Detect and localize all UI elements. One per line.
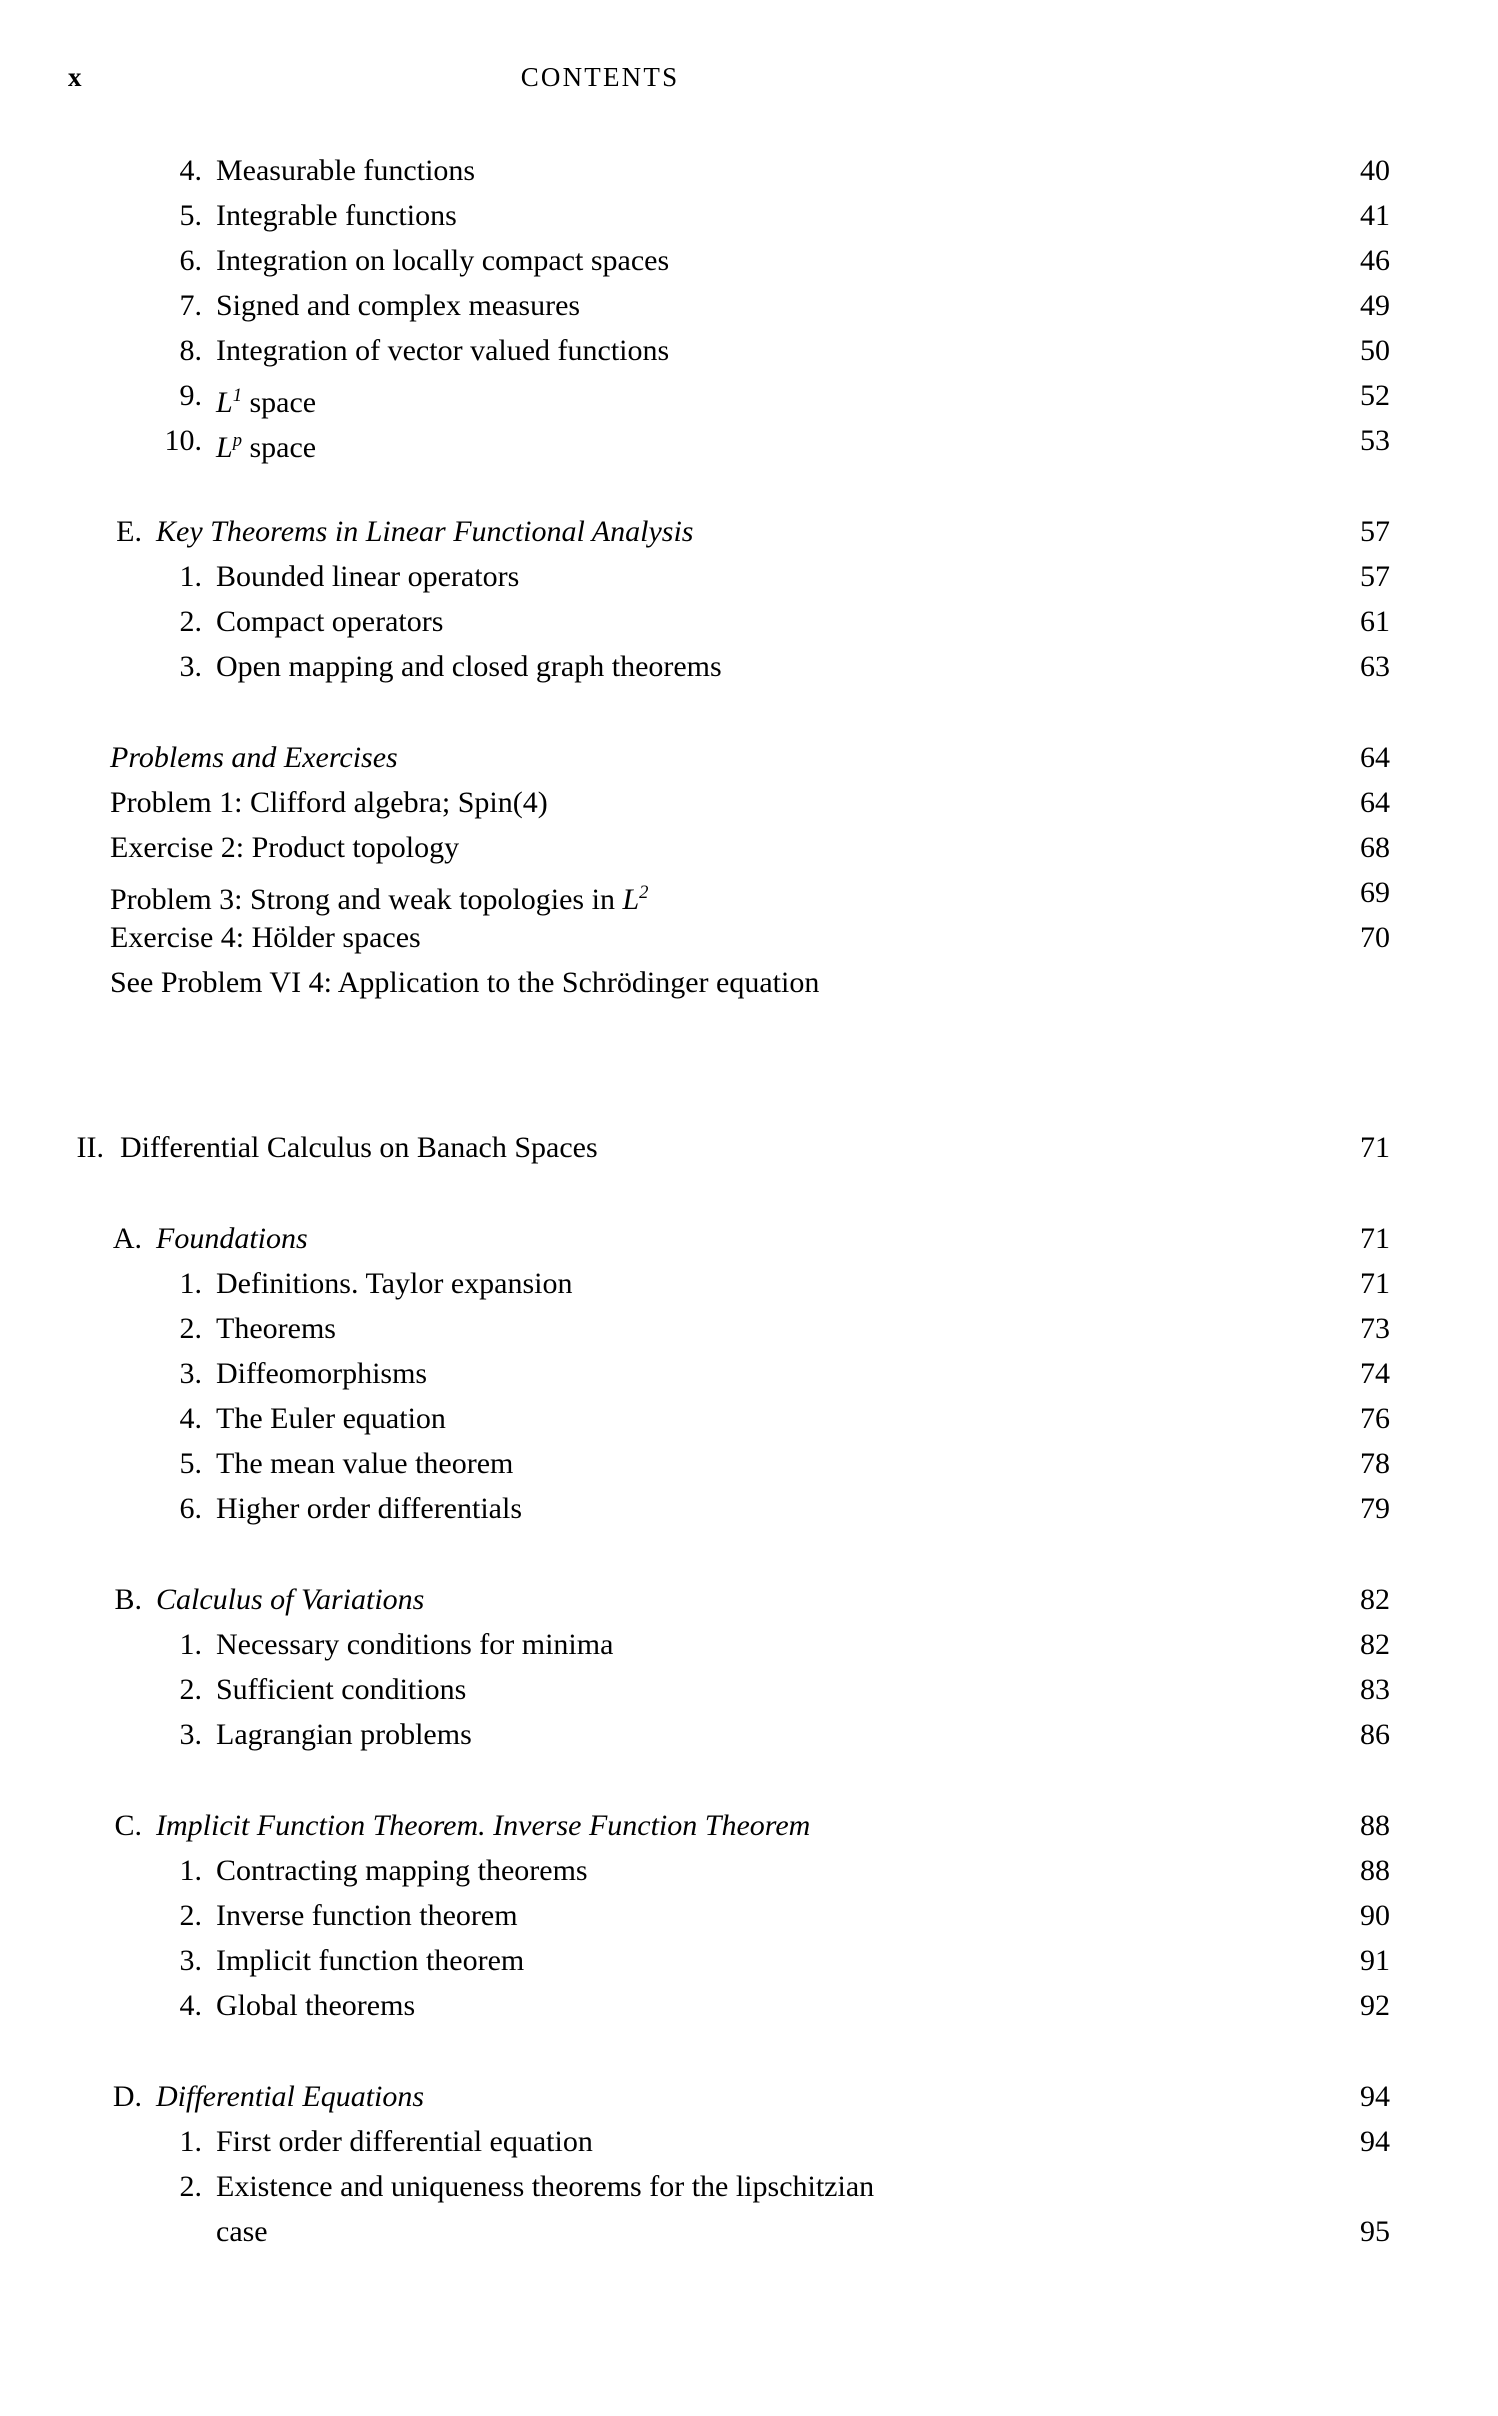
toc-entry-number: 1. bbox=[179, 1628, 202, 1661]
toc-spacer bbox=[0, 1170, 1498, 1216]
page-header bbox=[0, 62, 1498, 102]
toc-entry-page-number: 64 bbox=[1360, 741, 1390, 774]
toc-entry[interactable] bbox=[0, 2074, 1498, 2119]
running-head: CONTENTS bbox=[520, 62, 680, 92]
toc-entry[interactable] bbox=[0, 1441, 1498, 1486]
toc-entry-page-number: 86 bbox=[1360, 1718, 1390, 1751]
toc-entry[interactable] bbox=[0, 328, 1498, 373]
toc-entry-number: 7. bbox=[179, 289, 202, 322]
toc-entry[interactable] bbox=[0, 915, 1498, 960]
toc-entry[interactable] bbox=[0, 1261, 1498, 1306]
toc-entry-page-number: 92 bbox=[1360, 1989, 1390, 2022]
toc-entry-page-number: 41 bbox=[1360, 199, 1390, 232]
toc-entry[interactable] bbox=[0, 870, 1498, 915]
toc-entry[interactable] bbox=[0, 1712, 1498, 1757]
toc-entry-title: Existence and uniqueness theorems for the lipschitzian bbox=[216, 2170, 875, 2203]
toc-entry-page-number: 71 bbox=[1360, 1267, 1390, 1300]
toc-entry-page-number: 52 bbox=[1360, 379, 1390, 412]
toc-entry-title: Theorems bbox=[216, 1312, 336, 1345]
toc-entry-number: A. bbox=[112, 1222, 142, 1255]
toc-entry-number: 3. bbox=[179, 1718, 202, 1751]
toc-entry-page-number: 68 bbox=[1360, 831, 1390, 864]
toc-entry-title: case bbox=[216, 2215, 268, 2248]
toc-entry-title: Foundations bbox=[156, 1222, 308, 1255]
toc-entry[interactable] bbox=[0, 1893, 1498, 1938]
toc-entry-title: Definitions. Taylor expansion bbox=[216, 1267, 573, 1300]
toc-entry-title: Calculus of Variations bbox=[156, 1583, 425, 1616]
toc-entry[interactable] bbox=[0, 644, 1498, 689]
toc-entry[interactable] bbox=[0, 1577, 1498, 1622]
toc-entry-page-number: 83 bbox=[1360, 1673, 1390, 1706]
toc-entry-page-number: 91 bbox=[1360, 1944, 1390, 1977]
toc-entry-number: 8. bbox=[179, 334, 202, 367]
toc-entry-title: Differential Equations bbox=[156, 2080, 425, 2113]
toc-entry-title: Contracting mapping theorems bbox=[216, 1854, 588, 1887]
toc-entry[interactable] bbox=[0, 2209, 1498, 2254]
toc-entry-page-number: 74 bbox=[1360, 1357, 1390, 1390]
toc-entry[interactable] bbox=[0, 825, 1498, 870]
toc-entry-page-number: 63 bbox=[1360, 650, 1390, 683]
toc-entry-title: Higher order differentials bbox=[216, 1492, 522, 1525]
toc-entry-title: The mean value theorem bbox=[216, 1447, 514, 1480]
toc-entry[interactable] bbox=[0, 599, 1498, 644]
toc-entry-number: 10. bbox=[164, 424, 202, 457]
toc-entry-title: First order differential equation bbox=[216, 2125, 593, 2158]
toc-entry[interactable] bbox=[0, 509, 1498, 554]
toc-entry-number: 2. bbox=[179, 1673, 202, 1706]
toc-entry[interactable] bbox=[0, 148, 1498, 193]
toc-entry-number: 5. bbox=[179, 199, 202, 232]
toc-entry-page-number: 95 bbox=[1360, 2215, 1390, 2248]
toc-entry-page-number: 49 bbox=[1360, 289, 1390, 322]
toc-entry[interactable] bbox=[0, 780, 1498, 825]
toc-entry-page-number: 71 bbox=[1360, 1222, 1390, 1255]
toc-spacer bbox=[0, 1757, 1498, 1803]
toc-entry-page-number: 78 bbox=[1360, 1447, 1390, 1480]
toc-entry-number: 5. bbox=[179, 1447, 202, 1480]
toc-entry-title: Signed and complex measures bbox=[216, 289, 581, 322]
toc-spacer bbox=[0, 689, 1498, 735]
toc-entry[interactable] bbox=[0, 1125, 1498, 1170]
toc-entry-number: 3. bbox=[179, 1944, 202, 1977]
toc-entry[interactable] bbox=[0, 1848, 1498, 1893]
toc-entry[interactable] bbox=[0, 1396, 1498, 1441]
toc-entry-title: Exercise 4: Hölder spaces bbox=[110, 921, 421, 954]
toc-entry[interactable] bbox=[0, 283, 1498, 328]
table-of-contents bbox=[0, 148, 1498, 2254]
toc-entry[interactable] bbox=[0, 418, 1498, 463]
toc-entry-title: Integration on locally compact spaces bbox=[216, 244, 670, 277]
toc-entry-page-number: 82 bbox=[1360, 1628, 1390, 1661]
toc-entry-page-number: 50 bbox=[1360, 334, 1390, 367]
toc-entry-title: Compact operators bbox=[216, 605, 444, 638]
toc-entry-title: Measurable functions bbox=[216, 154, 476, 187]
toc-entry-title: Global theorems bbox=[216, 1989, 416, 2022]
toc-entry[interactable] bbox=[0, 373, 1498, 418]
toc-entry-page-number: 79 bbox=[1360, 1492, 1390, 1525]
toc-entry-page-number: 40 bbox=[1360, 154, 1390, 187]
toc-entry-title: Inverse function theorem bbox=[216, 1899, 518, 1932]
toc-entry-title: The Euler equation bbox=[216, 1402, 446, 1435]
toc-entry-title: Exercise 2: Product topology bbox=[110, 831, 460, 864]
toc-entry[interactable] bbox=[0, 960, 1498, 1005]
toc-entry-title: Problem 3: Strong and weak topologies in $L^2$ bbox=[110, 882, 649, 916]
toc-entry[interactable] bbox=[0, 2164, 1498, 2209]
toc-entry-title: Lagrangian problems bbox=[216, 1718, 472, 1751]
toc-entry-title: Differential Calculus on Banach Spaces bbox=[120, 1131, 598, 1164]
toc-entry-number: C. bbox=[114, 1809, 142, 1842]
toc-entry-number: E. bbox=[116, 515, 142, 548]
toc-entry[interactable] bbox=[0, 2119, 1498, 2164]
toc-entry-title: Open mapping and closed graph theorems bbox=[216, 650, 722, 683]
toc-entry-page-number: 71 bbox=[1360, 1131, 1390, 1164]
toc-entry-page-number: 82 bbox=[1360, 1583, 1390, 1616]
toc-entry[interactable] bbox=[0, 1351, 1498, 1396]
toc-entry-page-number: 70 bbox=[1360, 921, 1390, 954]
toc-spacer bbox=[0, 1531, 1498, 1577]
toc-entry[interactable] bbox=[0, 1622, 1498, 1667]
toc-entry-title: Implicit function theorem bbox=[216, 1944, 525, 1977]
toc-entry[interactable] bbox=[0, 1306, 1498, 1351]
toc-spacer bbox=[0, 2028, 1498, 2074]
toc-entry-title: Necessary conditions for minima bbox=[216, 1628, 614, 1661]
toc-entry-title: $L^1$ space bbox=[216, 385, 317, 419]
toc-entry-number: 4. bbox=[179, 1989, 202, 2022]
toc-entry[interactable] bbox=[0, 1803, 1498, 1848]
toc-spacer bbox=[0, 1005, 1498, 1125]
toc-entry-title: Problem 1: Clifford algebra; Spin(4) bbox=[110, 786, 548, 819]
toc-entry-page-number: 64 bbox=[1360, 786, 1390, 819]
toc-entry-number: 2. bbox=[179, 1312, 202, 1345]
toc-entry-number: 3. bbox=[179, 1357, 202, 1390]
folio-number: x bbox=[68, 62, 82, 92]
toc-entry-number: 3. bbox=[179, 650, 202, 683]
toc-entry-page-number: 46 bbox=[1360, 244, 1390, 277]
toc-entry-title: Sufficient conditions bbox=[216, 1673, 467, 1706]
toc-entry-page-number: 94 bbox=[1360, 2080, 1390, 2113]
toc-entry-number: 1. bbox=[179, 2125, 202, 2158]
toc-entry-number: 1. bbox=[179, 1854, 202, 1887]
toc-entry-title: Implicit Function Theorem. Inverse Function Theorem bbox=[156, 1809, 811, 1842]
toc-entry-number: 2. bbox=[179, 2170, 202, 2203]
toc-entry-number: 1. bbox=[179, 560, 202, 593]
toc-entry-page-number: 94 bbox=[1360, 2125, 1390, 2158]
toc-entry-number: D. bbox=[112, 2080, 142, 2113]
toc-entry-title: Problems and Exercises bbox=[110, 741, 398, 774]
toc-entry-page-number: 61 bbox=[1360, 605, 1390, 638]
toc-entry-page-number: 90 bbox=[1360, 1899, 1390, 1932]
toc-entry-page-number: 88 bbox=[1360, 1854, 1390, 1887]
toc-entry-title: Integrable functions bbox=[216, 199, 457, 232]
toc-entry-title: Bounded linear operators bbox=[216, 560, 520, 593]
toc-entry[interactable] bbox=[0, 193, 1498, 238]
toc-entry-number: 6. bbox=[179, 1492, 202, 1525]
toc-entry-number: 6. bbox=[179, 244, 202, 277]
toc-entry[interactable] bbox=[0, 1938, 1498, 1983]
toc-entry-page-number: 88 bbox=[1360, 1809, 1390, 1842]
toc-entry-page-number: 53 bbox=[1360, 424, 1390, 457]
toc-entry-page-number: 73 bbox=[1360, 1312, 1390, 1345]
toc-entry-number: 4. bbox=[179, 154, 202, 187]
toc-entry-title: Integration of vector valued functions bbox=[216, 334, 670, 367]
toc-entry-title: $L^p$ space bbox=[216, 430, 317, 464]
toc-entry-page-number: 76 bbox=[1360, 1402, 1390, 1435]
toc-entry-number: 1. bbox=[179, 1267, 202, 1300]
toc-entry-page-number: 57 bbox=[1360, 560, 1390, 593]
toc-entry[interactable] bbox=[0, 735, 1498, 780]
toc-entry[interactable] bbox=[0, 238, 1498, 283]
toc-entry-title: Key Theorems in Linear Functional Analysis bbox=[156, 515, 694, 548]
toc-entry-number: 4. bbox=[179, 1402, 202, 1435]
toc-entry[interactable] bbox=[0, 554, 1498, 599]
toc-entry-page-number: 69 bbox=[1360, 876, 1390, 909]
toc-entry-number: 2. bbox=[179, 605, 202, 638]
toc-entry-title: See Problem VI 4: Application to the Schrödinger equation bbox=[110, 966, 820, 999]
toc-entry-title: Diffeomorphisms bbox=[216, 1357, 428, 1390]
toc-entry-number: B. bbox=[114, 1583, 142, 1616]
toc-entry[interactable] bbox=[0, 1216, 1498, 1261]
toc-entry-number: 9. bbox=[179, 379, 202, 412]
toc-entry[interactable] bbox=[0, 1667, 1498, 1712]
toc-entry-number: 2. bbox=[179, 1899, 202, 1932]
toc-entry-page-number: 57 bbox=[1360, 515, 1390, 548]
toc-entry[interactable] bbox=[0, 1486, 1498, 1531]
toc-entry[interactable] bbox=[0, 1983, 1498, 2028]
toc-entry-number: II. bbox=[76, 1131, 104, 1164]
